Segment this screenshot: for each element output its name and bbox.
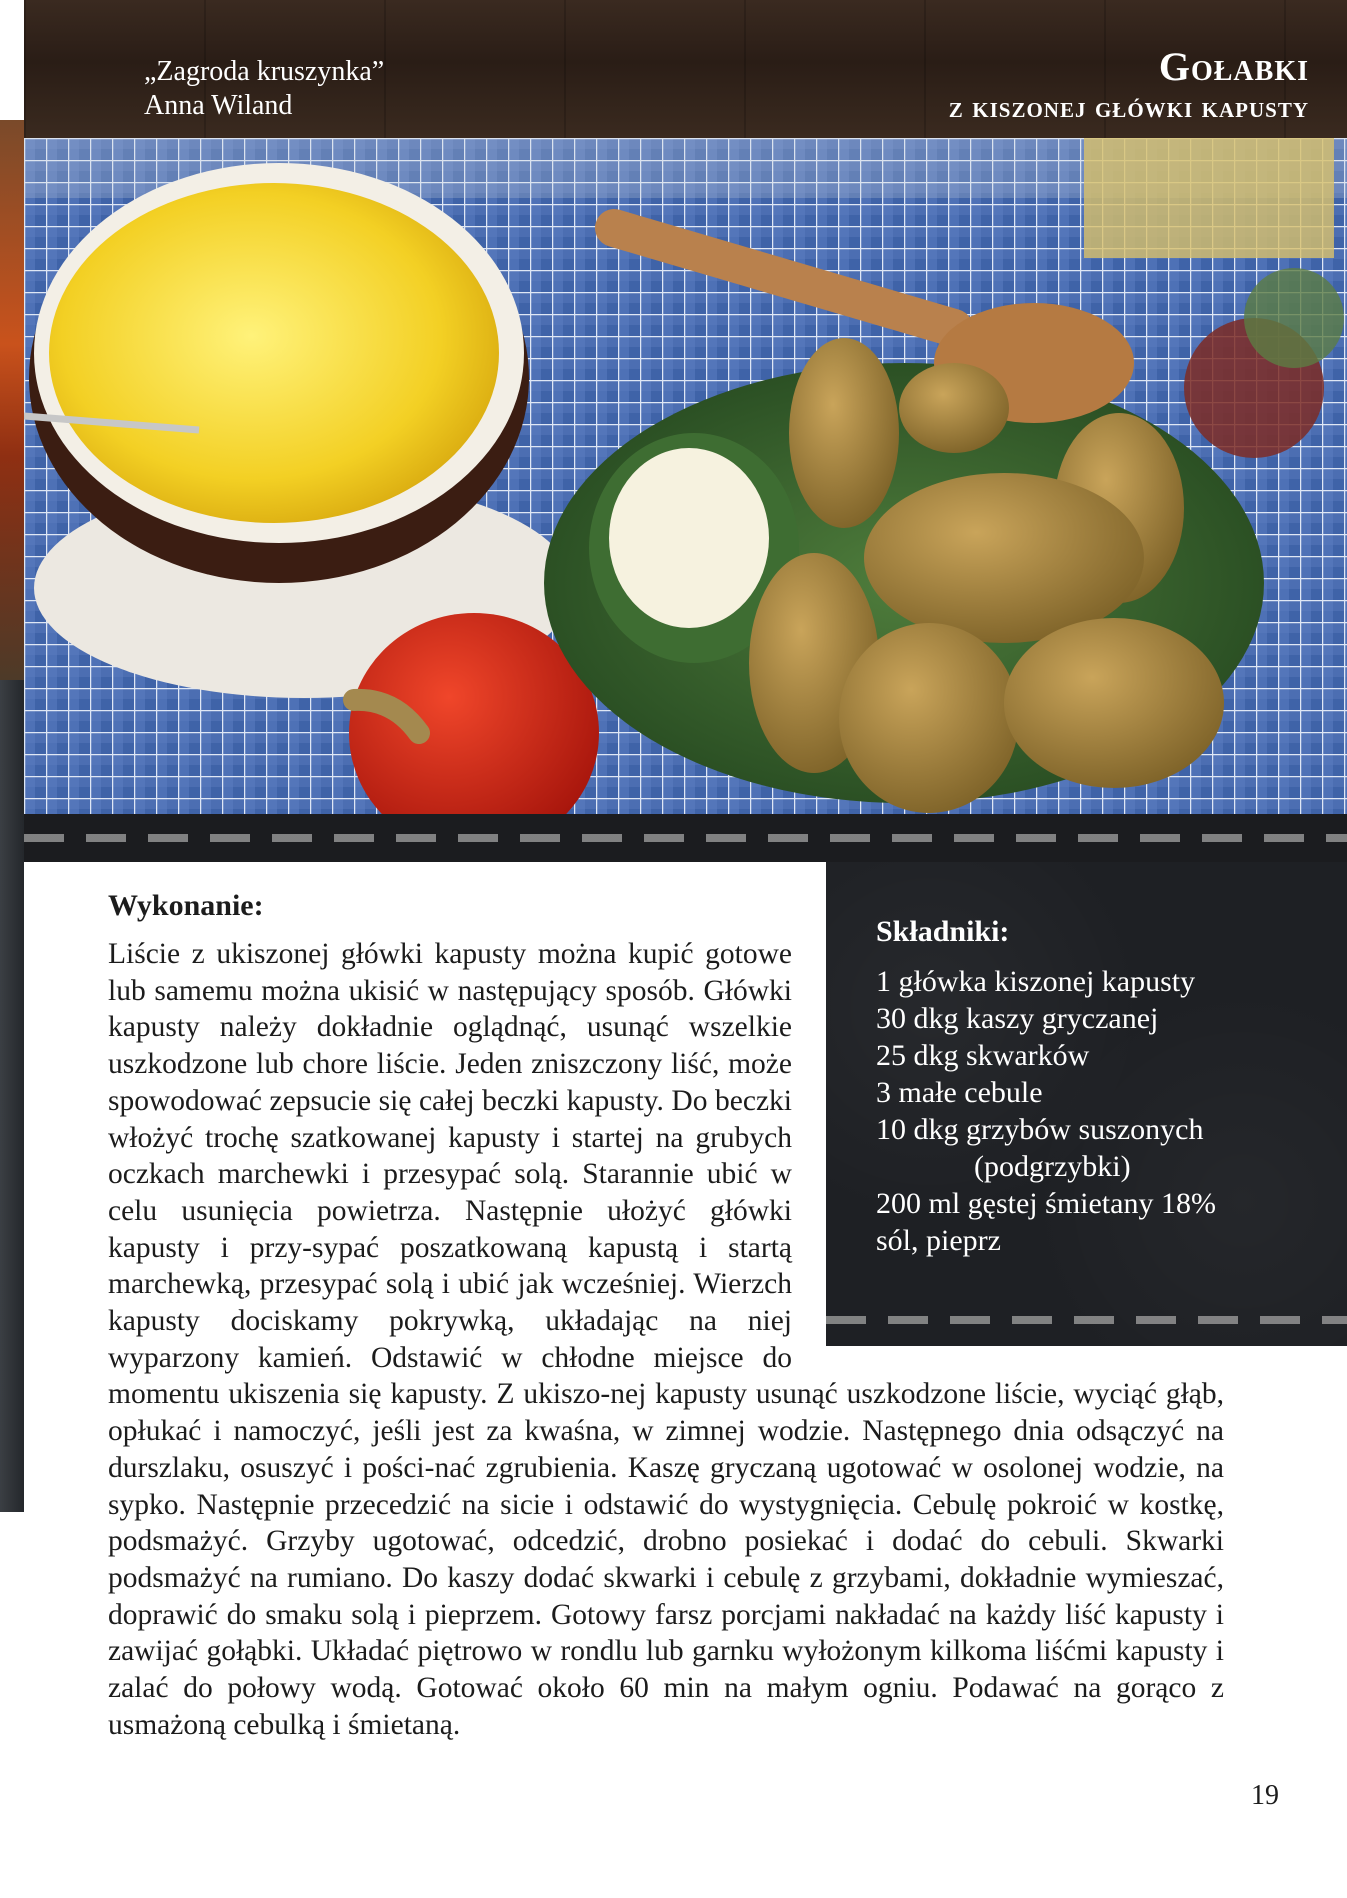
recipe-title <box>949 44 1309 126</box>
dish-photo <box>24 138 1347 814</box>
neighbor-page-photo-edge <box>0 120 24 680</box>
source-author: Anna Wiland <box>144 90 293 121</box>
recipe-source <box>144 55 384 123</box>
ingredient-item: 1 główka kiszonej kapusty <box>876 965 1196 998</box>
ingredients-wrap-spacer <box>792 936 1224 1348</box>
ingredients-heading: Składniki: <box>876 915 1010 948</box>
ingredient-item: 10 dkg grzybów suszonych <box>876 1113 1204 1146</box>
page-header <box>24 0 1347 138</box>
stitched-divider <box>24 814 1347 862</box>
ingredient-item-note: (podgrzybki) <box>974 1150 1131 1183</box>
ingredient-item: 200 ml gęstej śmietany 18% <box>876 1187 1216 1220</box>
method-paragraph: Liście z ukiszonej główki kapusty można kupić gotowe lub samemu można ukisić w następujący sposób. Główki kapusty należy dokładnie oglądnąć, usunąć wszelkie uszkodzone lub chore liście. Jeden zniszczony liść, może spowodować zepsucie się całej beczki kapusty. Do beczki włożyć trochę szatkowanej kapusty i startej na grubych oczkach marchewki i przesypać solą. Starannie ubić w celu usunięcia powietrza. Następnie ułożyć główki kapusty i przy-sypać poszatkowaną kapustą i startą marchewką, przesypać solą i ubić jak wcześniej. Wierzch kapusty dociskamy pokrywką, układając na niej wyparzony kamień. Odstawić w chłodne miejsce do momentu ukiszenia się kapusty. Z ukiszo-nej kapusty usunąć uszkodzone liście, wyciąć głąb, opłukać i namoczyć, jeśli jest za kwaśna, w zimnej wodzie. Następnego dnia odsączyć na durszlaku, osuszyć i pości-nać zgrubienia. Kaszę gryczaną ugotować w osolonej wodzie, na sypko. Następnie przecedzić na sicie i odstawić do wystygnięcia. Cebulę pokroić w kostkę, podsmażyć. Grzyby ugotować, odcedzić, drobno posiekać i dodać do cebuli. Skwarki podsmażyć na rumiano. Do kaszy dodać skwarki i cebulę z grzybami, dokładnie wymieszać, doprawić do smaku solą i pieprzem. Gotowy farsz porcjami nakładać na każdy liść kapusty i zawijać gołąbki. Układać piętrowo w rondlu lub garnku wyłożonym kilkoma liśćmi kapusty i zalać do połowy wodą. Gotować około 60 min na małym ogniu. Podawać na gorąco z usmażoną cebulką i śmietaną. <box>108 938 1224 1741</box>
method-heading: Wykonanie: <box>108 889 264 922</box>
stitch-line <box>24 834 1347 842</box>
ingredient-item: 25 dkg skwarków <box>876 1039 1090 1072</box>
source-name: „Zagroda kruszynka” <box>144 56 385 87</box>
ingredient-item: 30 dkg kaszy gryczanej <box>876 1002 1159 1035</box>
ingredient-item: sól, pieprz <box>876 1224 1001 1257</box>
page-number: 19 <box>1251 1780 1279 1811</box>
method-text <box>108 936 1224 1743</box>
title-line-1: Gołabki <box>1158 44 1309 89</box>
title-line-2: z kiszonej główki kapusty <box>948 91 1309 124</box>
ingredient-item: 3 małe cebule <box>876 1076 1043 1109</box>
